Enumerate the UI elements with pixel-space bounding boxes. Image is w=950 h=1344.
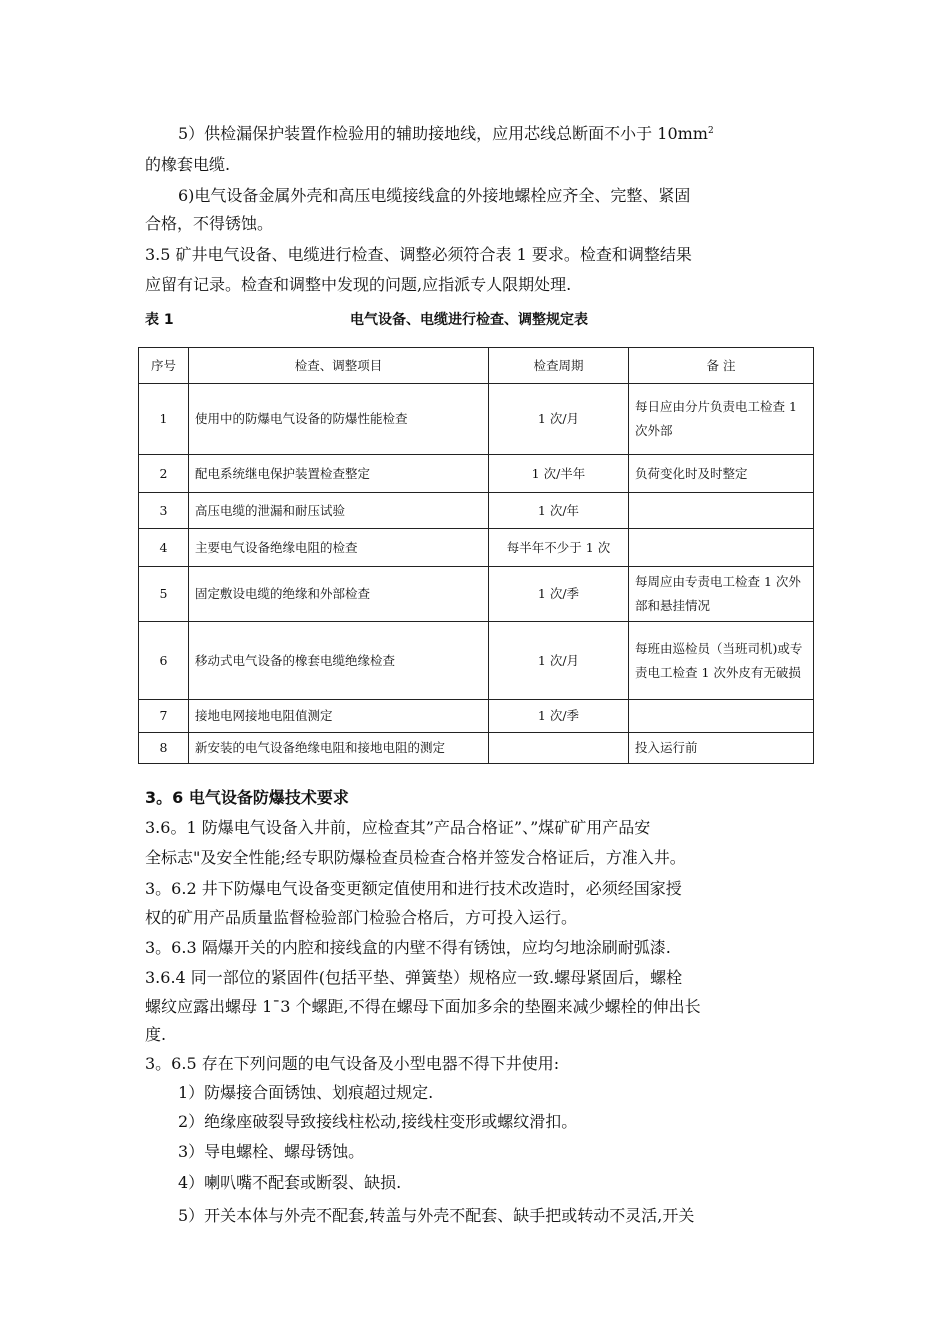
- paragraph-line: 3.6.4 同一部位的紧固件(包括平垫、弹簧垫）规格应一致.螺母紧固后，螺栓: [145, 968, 683, 987]
- table-title: 电气设备、电缆进行检查、调整规定表: [350, 312, 588, 328]
- row-no: 2: [139, 455, 189, 493]
- row-item: 使用中的防爆电气设备的防爆性能检查: [189, 384, 489, 455]
- list-item: 2）绝缘座破裂导致接线柱松动,接线柱变形或螺纹滑扣。: [178, 1112, 578, 1131]
- header-period: 检查周期: [489, 348, 629, 384]
- row-note: 每周应由专责电工检查 1 次外部和悬挂情况: [629, 567, 814, 622]
- list-item: 4）喇叭嘴不配套或断裂、缺损.: [178, 1173, 402, 1192]
- row-note: 每班由巡检员（当班司机)或专责电工检查 1 次外皮有无破损: [629, 622, 814, 700]
- row-no: 5: [139, 567, 189, 622]
- header-note: 备 注: [629, 348, 814, 384]
- row-no: 6: [139, 622, 189, 700]
- row-item: 接地电网接地电阻值测定: [189, 700, 489, 733]
- row-note: 负荷变化时及时整定: [629, 455, 814, 493]
- paragraph-item-5-line2: 的橡套电缆.: [145, 155, 231, 174]
- paragraph-line: 3。6.5 存在下列问题的电气设备及小型电器不得下井使用:: [145, 1054, 560, 1073]
- paragraph-line: 全标志"及安全性能;经专职防爆检查员检查合格并签发合格证后，方准入井。: [145, 848, 686, 867]
- table-header-row: [139, 348, 814, 384]
- section-heading: 3。6 电气设备防爆技术要求: [145, 788, 349, 807]
- list-item: 1）防爆接合面锈蚀、划痕超过规定.: [178, 1083, 434, 1102]
- paragraph-line: 权的矿用产品质量监督检验部门检验合格后，方可投入运行。: [145, 908, 578, 927]
- row-period: [489, 733, 629, 764]
- header-no: 序号: [139, 348, 189, 384]
- header-item: 检查、调整项目: [189, 348, 489, 384]
- row-period: 1 次/半年: [489, 455, 629, 493]
- table-caption: [145, 309, 813, 329]
- paragraph-3-5-line2: 应留有记录。检查和调整中发现的问题,应指派专人限期处理.: [145, 275, 572, 294]
- table-row: [139, 567, 814, 622]
- row-item: 固定敷设电缆的绝缘和外部检查: [189, 567, 489, 622]
- table-row: [139, 384, 814, 455]
- row-note: 每日应由分片负责电工检查 1 次外部: [629, 384, 814, 455]
- row-item: 移动式电气设备的橡套电缆绝缘检查: [189, 622, 489, 700]
- row-no: 8: [139, 733, 189, 764]
- list-item: 5）开关本体与外壳不配套,转盖与外壳不配套、缺手把或转动不灵活,开关: [178, 1206, 695, 1225]
- table-row: [139, 529, 814, 567]
- row-no: 7: [139, 700, 189, 733]
- paragraph-line: 度.: [145, 1025, 167, 1044]
- table-row: [139, 493, 814, 529]
- paragraph-line: 3。6.3 隔爆开关的内腔和接线盒的内壁不得有锈蚀，应均匀地涂刷耐弧漆.: [145, 938, 671, 957]
- row-note: [629, 493, 814, 529]
- paragraph-item-6-line2: 合格，不得锈蚀。: [145, 214, 274, 233]
- table-row: [139, 700, 814, 733]
- row-period: 1 次/季: [489, 700, 629, 733]
- row-item: 主要电气设备绝缘电阻的检查: [189, 529, 489, 567]
- row-period: 1 次/月: [489, 384, 629, 455]
- row-no: 1: [139, 384, 189, 455]
- paragraph-item-6-line1: 6)电气设备金属外壳和高压电缆接线盒的外接地螺栓应齐全、完整、紧固: [178, 186, 691, 205]
- row-no: 3: [139, 493, 189, 529]
- paragraph-line: 3.6。1 防爆电气设备入井前，应检查其”产品合格证”、”煤矿矿用产品安: [145, 818, 651, 837]
- table-row: [139, 733, 814, 764]
- row-note: [629, 529, 814, 567]
- paragraph-item-5-line1: 5）供检漏保护装置作检验用的辅助接地线，应用芯线总断面不小于 $10mm^2$: [178, 124, 714, 143]
- paragraph-line: 3。6.2 井下防爆电气设备变更额定值使用和进行技术改造时，必须经国家授: [145, 879, 682, 898]
- paragraph-3-5-line1: 3.5 矿井电气设备、电缆进行检查、调整必须符合表 1 要求。检查和调整结果: [145, 245, 692, 264]
- table-row: [139, 455, 814, 493]
- paragraph-line: 螺纹应露出螺母 1¯3 个螺距,不得在螺母下面加多余的垫圈来减少螺栓的伸出长: [145, 997, 701, 1016]
- row-note: 投入运行前: [629, 733, 814, 764]
- list-item: 3）导电螺栓、螺母锈蚀。: [178, 1142, 365, 1161]
- row-item: 高压电缆的泄漏和耐压试验: [189, 493, 489, 529]
- inspection-table: [138, 347, 814, 764]
- row-period: 每半年不少于 1 次: [489, 529, 629, 567]
- superscript-2: 2: [707, 126, 714, 136]
- row-period: 1 次/季: [489, 567, 629, 622]
- row-note: [629, 700, 814, 733]
- row-period: 1 次/年: [489, 493, 629, 529]
- row-period: 1 次/月: [489, 622, 629, 700]
- row-item: 新安装的电气设备绝缘电阻和接地电阻的测定: [189, 733, 489, 764]
- row-item: 配电系统继电保护装置检查整定: [189, 455, 489, 493]
- table-row: [139, 622, 814, 700]
- table-number: 表 1: [145, 312, 174, 328]
- row-no: 4: [139, 529, 189, 567]
